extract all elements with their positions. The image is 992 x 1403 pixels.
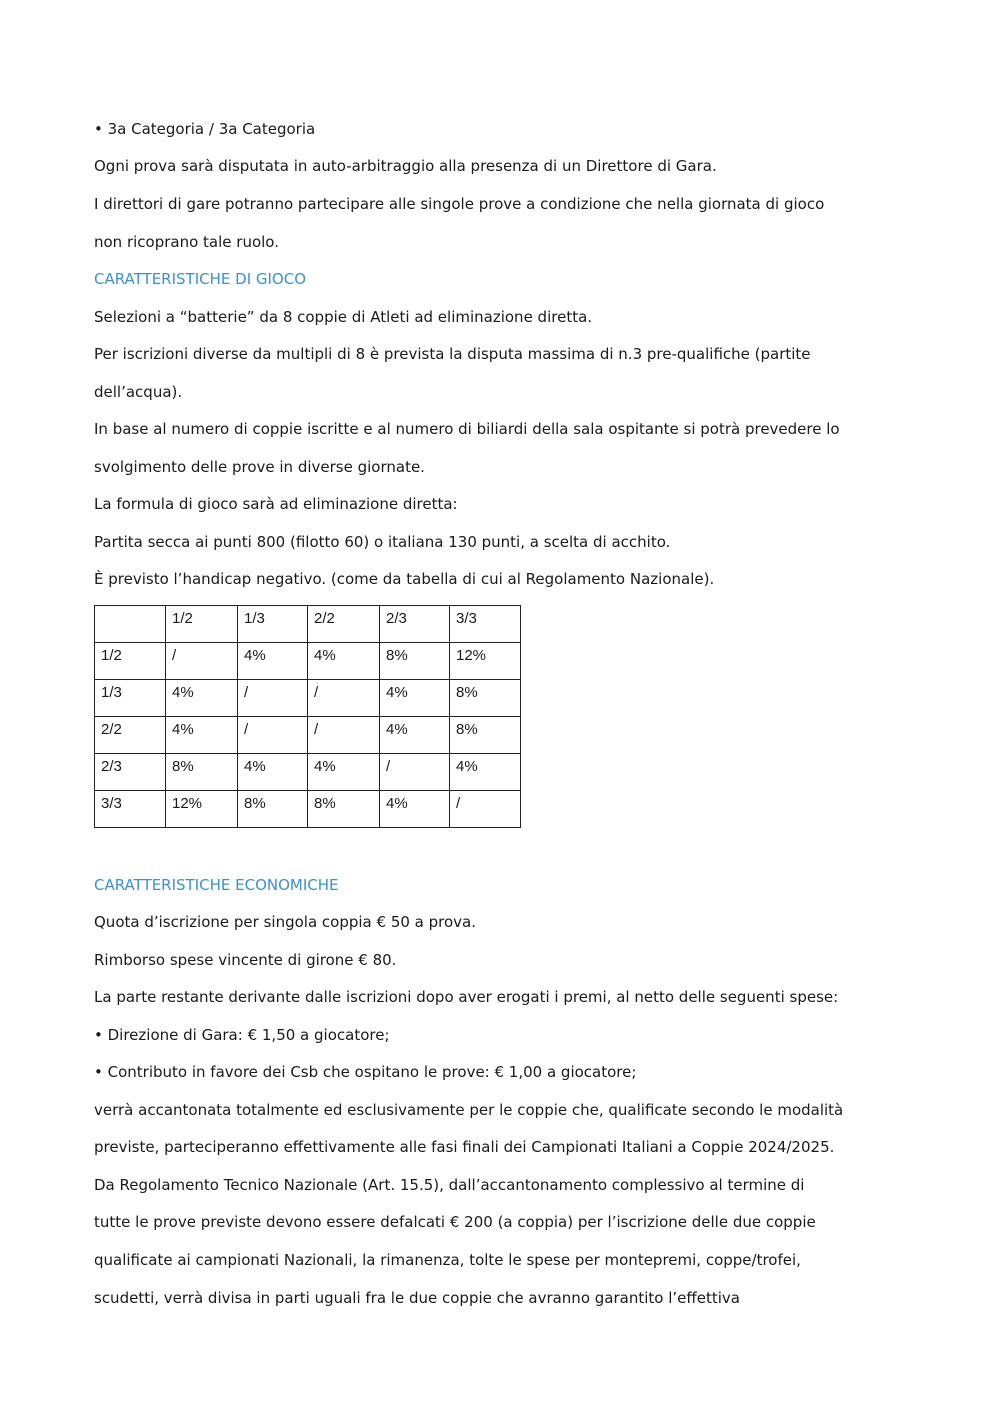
table-cell: 8% xyxy=(166,754,238,791)
table-cell xyxy=(95,606,166,643)
economiche-bullet-contributo: • Contributo in favore dei Csb che ospitano le prove: € 1,00 a giocatore; xyxy=(94,1063,637,1081)
table-cell: / xyxy=(450,791,521,828)
table-cell: 4% xyxy=(166,717,238,754)
table-cell: 4% xyxy=(308,643,380,680)
table-cell: / xyxy=(308,680,380,717)
paragraph-direttore: Ogni prova sarà disputata in auto-arbitraggio alla presenza di un Direttore di Gara. xyxy=(94,157,717,175)
table-row xyxy=(95,754,521,791)
table-cell: 1/2 xyxy=(95,643,166,680)
category-bullet: • 3a Categoria / 3a Categoria xyxy=(94,120,316,138)
economiche-line-regolamento-1: Da Regolamento Tecnico Nazionale (Art. 15.5), dall’accantonamento complessivo al termine di xyxy=(94,1176,805,1194)
table-cell: 12% xyxy=(450,643,521,680)
table-cell: 2/3 xyxy=(380,606,450,643)
table-cell: 4% xyxy=(380,680,450,717)
table-cell: 1/3 xyxy=(95,680,166,717)
table-cell: 4% xyxy=(380,791,450,828)
table-row xyxy=(95,680,521,717)
table-cell: 3/3 xyxy=(450,606,521,643)
table-cell: 1/2 xyxy=(166,606,238,643)
table-cell: 4% xyxy=(450,754,521,791)
table-cell: 2/3 xyxy=(95,754,166,791)
economiche-line-rimborso: Rimborso spese vincente di girone € 80. xyxy=(94,951,397,969)
table-row xyxy=(95,643,521,680)
table-cell: 4% xyxy=(238,643,308,680)
gioco-line-batterie: Selezioni a “batterie” da 8 coppie di Atleti ad eliminazione diretta. xyxy=(94,308,593,326)
heading-caratteristiche-economiche: CARATTERISTICHE ECONOMICHE xyxy=(94,876,339,894)
table-cell: / xyxy=(238,680,308,717)
table-cell: 12% xyxy=(166,791,238,828)
gioco-line-formula: La formula di gioco sarà ad eliminazione diretta: xyxy=(94,495,458,513)
table-cell: / xyxy=(238,717,308,754)
gioco-line-handicap: È previsto l’handicap negativo. (come da tabella di cui al Regolamento Nazionale). xyxy=(94,570,715,588)
table-cell: 8% xyxy=(308,791,380,828)
table-row xyxy=(95,717,521,754)
table-row xyxy=(95,791,521,828)
economiche-line-regolamento-3: qualificate ai campionati Nazionali, la rimanenza, tolte le spese per montepremi, coppe/trofei, xyxy=(94,1251,801,1269)
table-cell: 8% xyxy=(380,643,450,680)
table-cell: 8% xyxy=(450,680,521,717)
table-cell: 2/2 xyxy=(308,606,380,643)
economiche-line-parte-restante: La parte restante derivante dalle iscrizioni dopo aver erogati i premi, al netto delle seguenti spese: xyxy=(94,988,839,1006)
table-cell: 4% xyxy=(166,680,238,717)
handicap-table xyxy=(94,605,521,828)
economiche-line-accantonata-2: previste, parteciperanno effettivamente alle fasi finali dei Campionati Italiani a Coppie 2024/2025. xyxy=(94,1138,835,1156)
gioco-line-coppie-1: In base al numero di coppie iscritte e al numero di biliardi della sala ospitante si potrà prevedere lo xyxy=(94,420,840,438)
table-header-row xyxy=(95,606,521,643)
gioco-line-iscrizioni-2: dell’acqua). xyxy=(94,383,183,401)
table-cell: 4% xyxy=(380,717,450,754)
economiche-line-regolamento-4: scudetti, verrà divisa in parti uguali fra le due coppie che avranno garantito l’effettiva xyxy=(94,1289,740,1307)
economiche-line-quota: Quota d’iscrizione per singola coppia € 50 a prova. xyxy=(94,913,477,931)
table-cell: 2/2 xyxy=(95,717,166,754)
table-cell: 4% xyxy=(308,754,380,791)
table-cell: / xyxy=(380,754,450,791)
gioco-line-partita: Partita secca ai punti 800 (filotto 60) o italiana 130 punti, a scelta di acchito. xyxy=(94,533,671,551)
heading-caratteristiche-gioco: CARATTERISTICHE DI GIOCO xyxy=(94,270,307,288)
table-cell: / xyxy=(166,643,238,680)
table-cell: 8% xyxy=(450,717,521,754)
table-cell: 3/3 xyxy=(95,791,166,828)
paragraph-direttori-line2: non ricoprano tale ruolo. xyxy=(94,233,279,251)
gioco-line-iscrizioni-1: Per iscrizioni diverse da multipli di 8 è prevista la disputa massima di n.3 pre-qualifiche (partite xyxy=(94,345,811,363)
economiche-bullet-direzione: • Direzione di Gara: € 1,50 a giocatore; xyxy=(94,1026,390,1044)
table-cell: 8% xyxy=(238,791,308,828)
table-cell: 1/3 xyxy=(238,606,308,643)
gioco-line-coppie-2: svolgimento delle prove in diverse giornate. xyxy=(94,458,425,476)
economiche-line-regolamento-2: tutte le prove previste devono essere defalcati € 200 (a coppia) per l’iscrizione delle due coppie xyxy=(94,1213,816,1231)
paragraph-direttori-line1: I direttori di gare potranno partecipare alle singole prove a condizione che nella giornata di gioco xyxy=(94,195,825,213)
table-cell: 4% xyxy=(238,754,308,791)
economiche-line-accantonata-1: verrà accantonata totalmente ed esclusivamente per le coppie che, qualificate secondo le modalità xyxy=(94,1101,844,1119)
table-cell: / xyxy=(308,717,380,754)
